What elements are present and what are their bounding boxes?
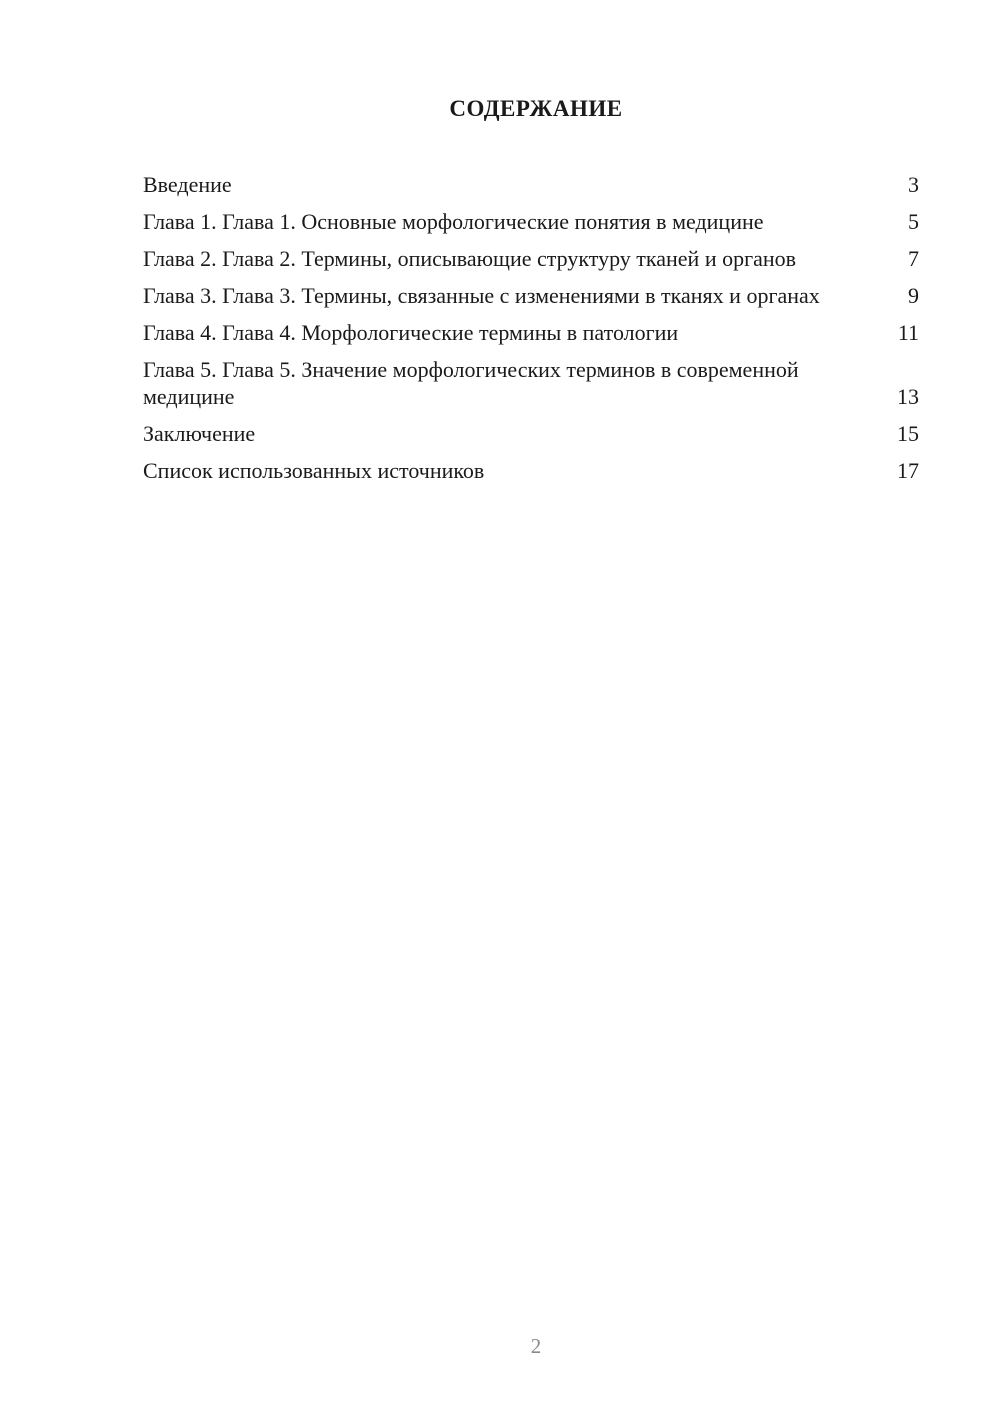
- toc-entry-title: Глава 4. Глава 4. Морфологические термины в патологии: [143, 320, 679, 345]
- toc-entry-page: 9: [908, 283, 919, 308]
- page-title: СОДЕРЖАНИЕ: [449, 96, 623, 121]
- toc-entry-title: Заключение: [143, 421, 256, 446]
- toc-entry-page: 7: [908, 246, 919, 271]
- toc-entry-chapter-1[interactable]: [143, 208, 919, 235]
- toc-entry-references[interactable]: [143, 457, 919, 484]
- toc-entry-title: Список использованных источников: [143, 458, 485, 483]
- toc-entry-title: Введение: [143, 172, 232, 197]
- toc-entry-title: Глава 1. Глава 1. Основные морфологические понятия в медицине: [143, 209, 764, 234]
- page-number: 2: [530, 1334, 542, 1358]
- toc-entry-page: 3: [908, 172, 919, 197]
- toc-entry-page: 11: [897, 320, 919, 345]
- toc-entry-introduction[interactable]: [143, 171, 919, 198]
- toc-entry-chapter-3[interactable]: [143, 282, 919, 309]
- toc-entry-chapter-4[interactable]: [143, 319, 919, 346]
- toc-entry-title: Глава 5. Глава 5. Значение морфологических терминов в современной медицине: [143, 357, 799, 409]
- toc-entry-page: 15: [897, 421, 919, 446]
- toc-entry-conclusion[interactable]: [143, 420, 919, 447]
- toc-entry-chapter-5[interactable]: [143, 356, 919, 410]
- toc-entry-chapter-2[interactable]: [143, 245, 919, 272]
- toc-entry-page: 13: [897, 384, 919, 409]
- toc-entry-page: 5: [908, 209, 919, 234]
- table-of-contents: [143, 171, 919, 494]
- toc-entry-title: Глава 3. Глава 3. Термины, связанные с изменениями в тканях и органах: [143, 283, 820, 308]
- toc-entry-title: Глава 2. Глава 2. Термины, описывающие структуру тканей и органов: [143, 246, 797, 271]
- toc-entry-page: 17: [897, 458, 919, 483]
